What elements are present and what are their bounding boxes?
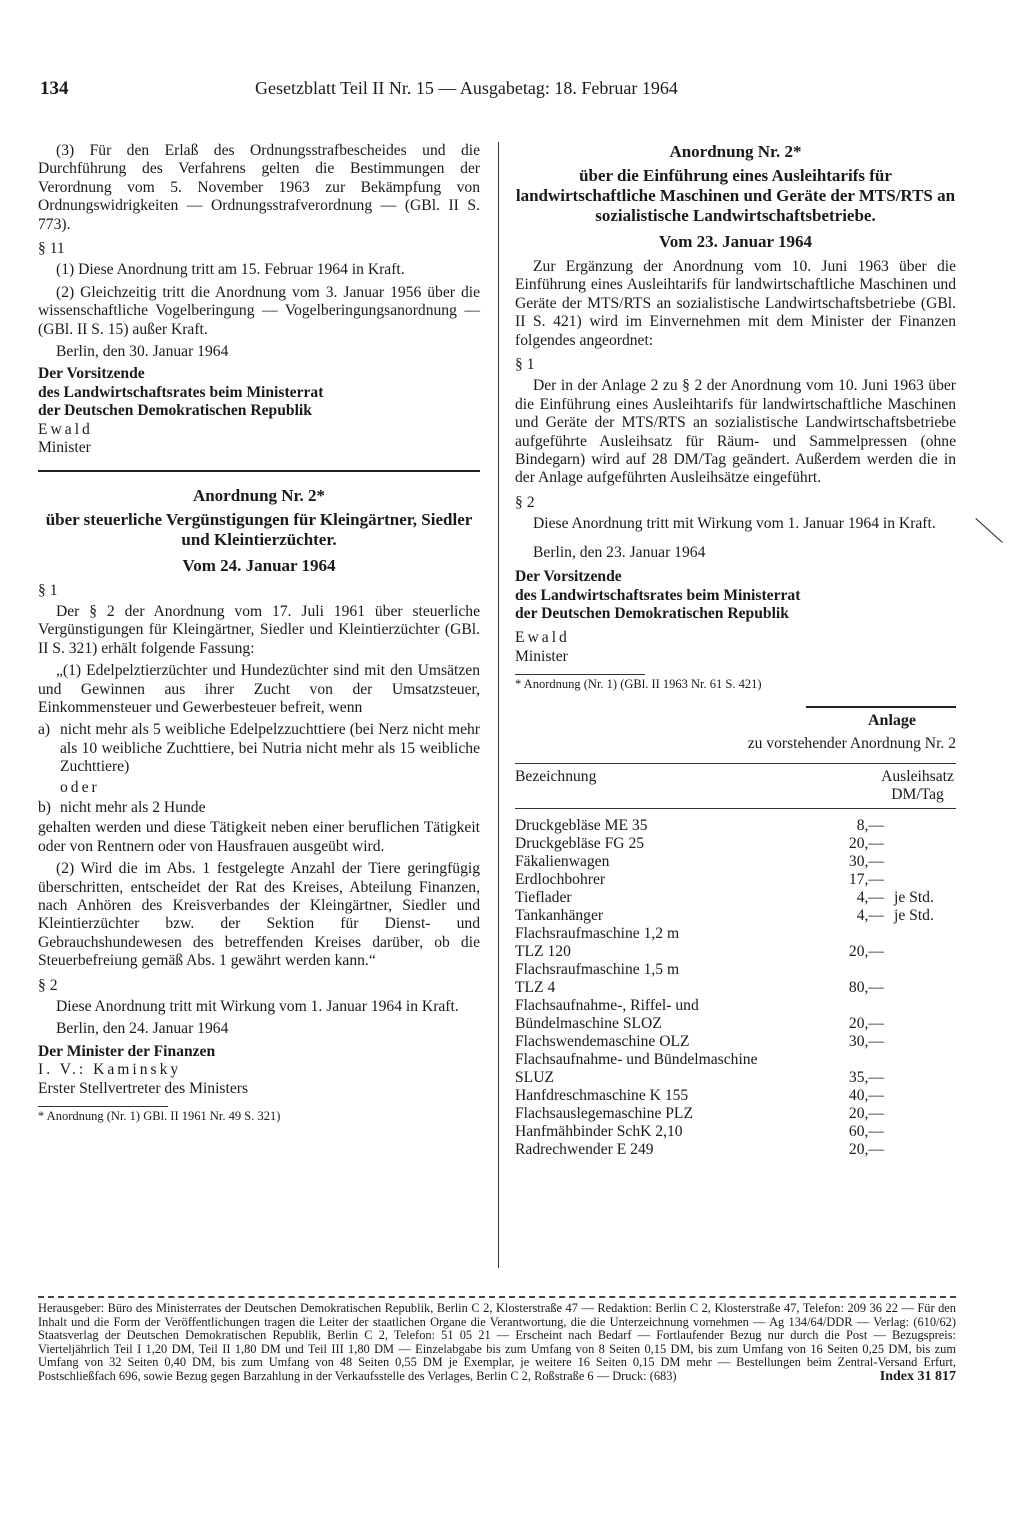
table-row xyxy=(515,853,956,871)
table-cell-unit xyxy=(886,835,956,853)
paragraph: Zur Ergänzung der Anordnung vom 10. Juni 1963 über die Einführung eines Ausleihtarifs für landwirtschaftliche Maschinen und Geräte der MTS/RTS an sozialistische Landwirtschaftsbetriebe (GBl. II S. 421) wird im Einvernehmen mit dem Minister der Finanzen folgendes angeordnet: xyxy=(515,258,956,349)
section-heading: § 1 xyxy=(38,581,58,599)
table-row xyxy=(515,997,956,1015)
section-heading: § 1 xyxy=(515,356,535,374)
column-divider xyxy=(498,142,499,1268)
table-row xyxy=(515,1069,956,1087)
table-row xyxy=(515,979,956,997)
table-cell-value: 20,— xyxy=(848,942,884,960)
table-cell-unit xyxy=(886,1051,956,1069)
footnote-rule xyxy=(38,1106,168,1107)
table-cell-name: Tieflader xyxy=(515,888,572,906)
table-cell-name: Hanfmähbinder SchK 2,10 xyxy=(515,1122,683,1140)
table-row xyxy=(515,835,956,853)
paragraph: Diese Anordnung tritt mit Wirkung vom 1. Januar 1964 in Kraft. xyxy=(533,515,936,533)
section-heading: § 2 xyxy=(515,493,535,511)
table-row xyxy=(515,961,956,979)
table-cell-value: 30,— xyxy=(848,852,884,870)
section-heading: § 2 xyxy=(38,976,58,994)
paragraph: gehalten werden und diese Tätigkeit neben einer beruflichen Tätigkeit oder von Rentnern oder von Hausfrauen ausgeübt wird. xyxy=(38,819,480,855)
signature-title: Der Vorsitzende xyxy=(515,568,622,586)
page-header xyxy=(40,78,955,104)
signature-role: Minister xyxy=(38,439,91,457)
table-cell-unit xyxy=(886,961,956,979)
table-cell-value: 20,— xyxy=(848,1140,884,1158)
table-row xyxy=(515,889,956,907)
dateline: Berlin, den 23. Januar 1964 xyxy=(533,543,706,561)
table-cell-unit xyxy=(886,1033,956,1051)
signature-name: Ewald xyxy=(38,420,93,438)
tariff-table xyxy=(515,763,956,1159)
table-header-cell: Bezeichnung xyxy=(515,767,597,785)
imprint-text: Herausgeber: Büro des Ministerrates der Deutschen Demokratischen Republik, Berlin C 2, Klosterstraße 47 — Redaktion: Berlin C 2, Klosterstraße 47, Telefon: 209 36 22 — Für den Inhalt und die Form der Veröffentlichungen tragen die Leiter der staatlichen Organe die Verantwortung, die die Unterzeichnung vornehmen — Ag 134/64/DDR — Verlag: (610/62) Staatsverlag der Deutschen Demokratischen Republik, Berlin C 2, Telefon: 51 05 21 — Erscheint nach Bedarf — Fortlaufender Bezug nur durch die Post — Bezugspreis: Vierteljährlich Teil I 1,20 DM, Teil II 1,80 DM und Teil III 1,80 DM — Einzelabgabe bis zum Umfang von 8 Seiten 0,15 DM, bis zum Umfang von 16 Seiten 0,25 DM, bis zum Umfang von 32 Seiten 0,40 DM, bis zum Umfang von 48 Seiten 0,55 DM je Exemplar, je weitere 16 Seiten 0,15 DM mehr — Bestellungen beim Zentral-Versand Erfurt, Postschließfach 696, sowie Bezug gegen Barzahlung in der Verkaufsstelle des Verlages, Berlin C 2, Roßstraße 6 — Druck: (683) xyxy=(38,1301,956,1383)
decree-subtitle: über die Einführung eines Ausleihtarifs für landwirtschaftliche Maschinen und Geräte der MTS/RTS an sozialistische Landwirtschaftsbetriebe. xyxy=(515,166,956,225)
table-cell-name: Druckgebläse ME 35 xyxy=(515,816,648,834)
table-row xyxy=(515,1033,956,1051)
list-label: b) xyxy=(38,798,51,816)
list-conjunction: oder xyxy=(60,778,100,796)
table-cell-name: Flachsraufmaschine 1,5 m xyxy=(515,960,680,978)
table-cell-value: 17,— xyxy=(848,870,884,888)
index-number: Index 31 817 xyxy=(879,1368,956,1384)
list-text: nicht mehr als 5 weibliche Edelpelzzuchttiere (bei Nerz nicht mehr als 10 weibliche Zuchttiere, bei Nutria nicht mehr als 15 weibliche Zuchttiere) xyxy=(60,721,480,776)
table-cell-value xyxy=(819,997,886,1015)
table-cell-unit xyxy=(886,1087,956,1105)
quoted-paragraph: (2) Wird die im Abs. 1 festgelegte Anzahl der Tiere geringfügig überschritten, entscheidet der Rat des Kreises, Abteilung Finanzen, nach Anhören des Kreisverbandes der Kleingärtner, Siedler und Kleintierzüchter bzw. der Sektion für Dienst- und Gebrauchshundewesen des betreffenden Kreises darüber, ob die Steuerbefreiung gemäß Abs. 1 gewährt werden kann.“ xyxy=(38,860,480,970)
decree-subtitle: über steuerliche Vergünstigungen für Kleingärtner, Siedler und Kleintierzüchter. xyxy=(45,509,473,549)
signature-title: der Deutschen Demokratischen Republik xyxy=(38,402,312,420)
table-cell-name: Hanfdreschmaschine K 155 xyxy=(515,1086,689,1104)
dateline: Berlin, den 24. Januar 1964 xyxy=(56,1020,229,1038)
table-cell-unit xyxy=(886,997,956,1015)
table-cell-value: 8,— xyxy=(856,816,884,834)
footnote: * Anordnung (Nr. 1) GBl. II 1961 Nr. 49 S. 321) xyxy=(38,1109,281,1124)
table-cell-unit xyxy=(886,943,956,961)
table-cell-name: Radrechwender E 249 xyxy=(515,1140,654,1158)
signature-title: der Deutschen Demokratischen Republik xyxy=(515,604,789,622)
table-cell-unit xyxy=(886,1123,956,1141)
imprint xyxy=(38,1296,956,1384)
list-item xyxy=(38,799,480,817)
table-cell-unit xyxy=(886,1069,956,1087)
quoted-paragraph: „(1) Edelpelztierzüchter und Hundezüchter sind mit den Umsätzen und Gewinnen aus ihrer Zucht von der Umsatzsteuer, Einkommensteuer und Gewerbesteuer befreit, wenn xyxy=(38,662,480,716)
table-row xyxy=(515,808,956,835)
table-cell-unit xyxy=(886,871,956,889)
table-cell-name: SLUZ xyxy=(515,1068,554,1086)
table-cell-name: Flachswendemaschine OLZ xyxy=(515,1032,690,1050)
signature-title: des Landwirtschaftsrates beim Ministerrat xyxy=(38,383,324,401)
dateline: Berlin, den 30. Januar 1964 xyxy=(56,343,229,361)
table-cell-unit xyxy=(886,808,956,835)
footnote-rule xyxy=(515,674,645,675)
table-cell-name: TLZ 120 xyxy=(515,942,571,960)
table-cell-value: 80,— xyxy=(848,978,884,996)
table-cell-value: 20,— xyxy=(848,1104,884,1122)
table-cell-value: 35,— xyxy=(848,1068,884,1086)
signature-role: Minister xyxy=(515,647,568,665)
paragraph: Diese Anordnung tritt mit Wirkung vom 1. Januar 1964 in Kraft. xyxy=(56,998,459,1016)
table-cell-value: 30,— xyxy=(848,1032,884,1050)
imprint-rule xyxy=(38,1296,956,1298)
table-header-line: Ausleihsatz xyxy=(881,767,954,785)
table-cell-value: 4,— xyxy=(856,906,884,924)
table-cell-value xyxy=(819,961,886,979)
table-cell-name: Flachsaufnahme-, Riffel- und xyxy=(515,996,699,1014)
signature-role: Erster Stellvertreter des Ministers xyxy=(38,1079,249,1097)
table-cell-unit xyxy=(886,1141,956,1159)
table-cell-name: Druckgebläse FG 25 xyxy=(515,834,645,852)
table-cell-value: 20,— xyxy=(848,1014,884,1032)
signature-name: Ewald xyxy=(515,629,570,647)
table-row xyxy=(515,871,956,889)
table-cell-name: Bündelmaschine SLOZ xyxy=(515,1014,662,1032)
decree-title: Anordnung Nr. 2* xyxy=(669,142,802,161)
list-text: nicht mehr als 2 Hunde xyxy=(60,798,206,816)
decree-date: Vom 24. Januar 1964 xyxy=(182,555,336,575)
margin-mark xyxy=(975,518,1002,543)
list-label: a) xyxy=(38,721,51,739)
signature-title: Der Vorsitzende xyxy=(38,365,145,383)
table-row xyxy=(515,925,956,943)
table-cell-name: Tankanhänger xyxy=(515,906,604,924)
decree-title: Anordnung Nr. 2* xyxy=(192,485,326,505)
table-header-cell xyxy=(819,763,956,808)
annex-title: Anlage xyxy=(868,712,916,730)
table-cell-unit xyxy=(886,1015,956,1033)
right-column xyxy=(515,142,956,1159)
section-heading: § 11 xyxy=(38,240,65,258)
table-cell-unit: je Std. xyxy=(894,888,934,906)
annex-subtitle: zu vorstehender Anordnung Nr. 2 xyxy=(747,734,956,752)
decree-date: Vom 23. Januar 1964 xyxy=(658,232,813,251)
section-divider xyxy=(38,470,480,472)
left-column xyxy=(38,142,480,1128)
signature-name: I. V.: Kaminsky xyxy=(38,1061,182,1079)
table-header-line: DM/Tag xyxy=(891,785,944,803)
table-row xyxy=(515,1051,956,1069)
table-row xyxy=(515,1105,956,1123)
paragraph: (2) Gleichzeitig tritt die Anordnung vom 3. Januar 1956 über die wissenschaftliche Vogelberingung — Vogelberingungsanordnung — (GBl. II S. 15) außer Kraft. xyxy=(38,283,480,338)
running-title: Gesetzblatt Teil II Nr. 15 — Ausgabetag: 18. Februar 1964 xyxy=(255,78,678,98)
table-row xyxy=(515,1141,956,1159)
table-cell-unit xyxy=(886,979,956,997)
table-cell-unit: je Std. xyxy=(894,906,934,924)
table-cell-value: 20,— xyxy=(848,834,884,852)
table-cell-unit xyxy=(886,853,956,871)
table-cell-name: Fäkalienwagen xyxy=(515,852,610,870)
footnote: * Anordnung (Nr. 1) (GBl. II 1963 Nr. 61 S. 421) xyxy=(515,677,762,692)
table-cell-value: 60,— xyxy=(848,1122,884,1140)
signature-title: Der Minister der Finanzen xyxy=(38,1042,216,1060)
table-cell-unit xyxy=(886,1105,956,1123)
table-cell-name: Erdlochbohrer xyxy=(515,870,606,888)
paragraph: (1) Diese Anordnung tritt am 15. Februar 1964 in Kraft. xyxy=(56,261,405,279)
list-item xyxy=(38,721,480,776)
paragraph: Der in der Anlage 2 zu § 2 der Anordnung vom 10. Juni 1963 über die Einführung eines Ausleihtarifs für landwirtschaftliche Maschinen und Geräte der MTS/RTS an sozialistische Landwirtschaftsbetriebe aufgeführte Ausleihsatz für Räum- und Sammelpressen (ohne Bindegarn) wird auf 28 DM/Tag geändert. Außerdem werden die in der Anlage aufgeführten Ausleihsätze eingeführt. xyxy=(515,377,956,487)
table-cell-name: Flachsauslegemaschine PLZ xyxy=(515,1104,693,1122)
paragraph: Der § 2 der Anordnung vom 17. Juli 1961 über steuerliche Vergünstigungen für Kleingärtner, Siedler und Kleintierzüchter (GBl. II S. 321) erhält folgende Fassung: xyxy=(38,602,480,657)
table-cell-name: Flachsraufmaschine 1,2 m xyxy=(515,924,680,942)
paragraph: (3) Für den Erlaß des Ordnungsstrafbescheides und die Durchführung des Verfahrens gelten die Bestimmungen der Verordnung vom 5. November 1963 zur Bekämpfung von Ordnungswidrigkeiten — Ordnungsstrafverordnung — (GBl. II S. 773). xyxy=(38,142,480,233)
table-row xyxy=(515,943,956,961)
table-row xyxy=(515,1015,956,1033)
table-cell-name: Flachsaufnahme- und Bündelmaschine xyxy=(515,1050,758,1068)
table-row xyxy=(515,907,956,925)
signature-title: des Landwirtschaftsrates beim Ministerrat xyxy=(515,586,801,604)
page-number: 134 xyxy=(40,78,69,99)
table-cell-value xyxy=(819,925,886,943)
table-cell-value: 40,— xyxy=(848,1086,884,1104)
table-header-row xyxy=(515,763,956,808)
table-row xyxy=(515,1087,956,1105)
anlage-rule xyxy=(806,706,956,708)
table-cell-name: TLZ 4 xyxy=(515,978,556,996)
table-cell-unit xyxy=(886,925,956,943)
table-cell-value: 4,— xyxy=(856,888,884,906)
table-row xyxy=(515,1123,956,1141)
table-cell-value xyxy=(819,1051,886,1069)
